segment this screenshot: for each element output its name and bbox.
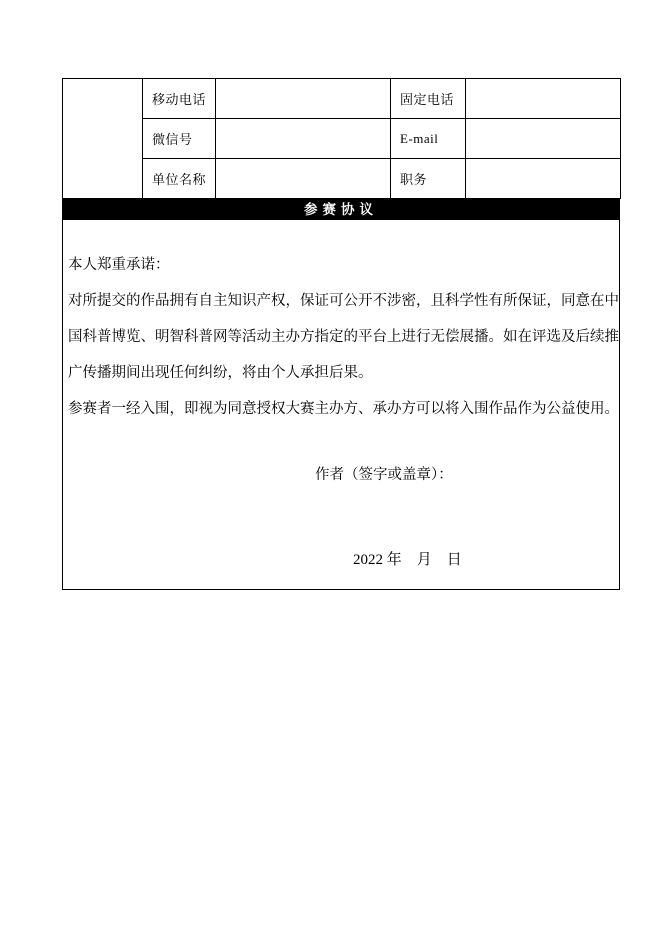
field-label-wechat-id: 微信号	[143, 119, 216, 159]
field-value-org-name[interactable]	[216, 159, 391, 199]
agreement-line-3: 广传播期间出现任何纠纷，将由个人承担后果。	[68, 365, 373, 381]
table-row	[63, 159, 621, 199]
field-label-org-name: 单位名称	[143, 159, 216, 199]
signature-label: 作者（签字或盖章）：	[315, 467, 453, 483]
section-title-banner	[62, 199, 620, 220]
entry-form	[62, 78, 620, 590]
date-line: 2022 年 月 日	[353, 552, 462, 568]
agreement-section	[62, 220, 620, 590]
agreement-line-4: 参赛者一经入围，即视为同意授权大赛主办方、承办方可以将入围作品作为公益使用。	[68, 401, 619, 417]
agreement-line-2: 国科普博览、明智科普网等活动主办方指定的平台上进行无偿展播。如在评选及后续推	[68, 329, 619, 345]
field-value-email[interactable]	[466, 119, 621, 159]
field-value-job-title[interactable]	[466, 159, 621, 199]
field-value-wechat-id[interactable]	[216, 119, 391, 159]
field-value-mobile-phone[interactable]	[216, 79, 391, 119]
pledge-heading: 本人郑重承诺：	[68, 257, 170, 273]
field-label-job-title: 职务	[391, 159, 466, 199]
table-row	[63, 119, 621, 159]
field-label-mobile-phone: 移动电话	[143, 79, 216, 119]
empty-merged-cell	[63, 79, 143, 199]
contact-table	[62, 78, 621, 199]
agreement-line-1: 对所提交的作品拥有自主知识产权，保证可公开不涉密，且科学性有所保证，同意在中	[68, 293, 619, 309]
field-label-email: E-mail	[391, 119, 466, 159]
field-value-fixed-phone[interactable]	[466, 79, 621, 119]
section-title: 参赛协议	[304, 202, 378, 217]
field-label-fixed-phone: 固定电话	[391, 79, 466, 119]
table-row	[63, 79, 621, 119]
